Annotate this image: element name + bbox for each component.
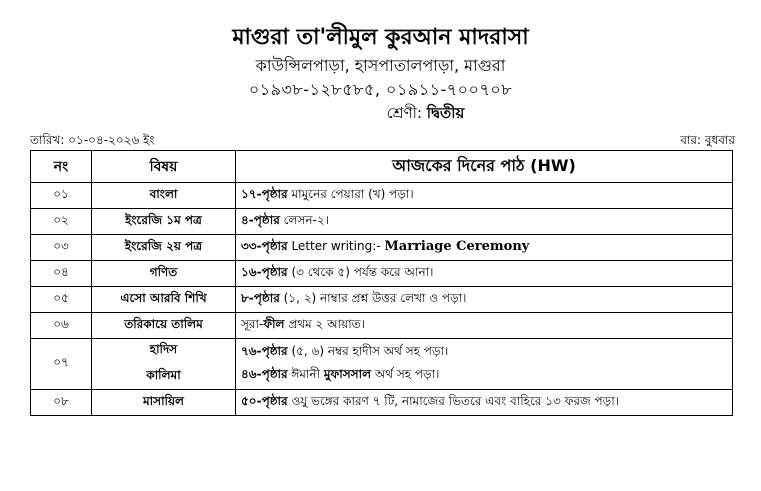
header-number: নং — [31, 151, 92, 183]
lesson-page-2: ৪৬-পৃষ্ঠার — [241, 366, 288, 381]
row-lesson — [236, 261, 733, 287]
lesson-page: ৫০-পৃষ্ঠার — [241, 393, 288, 408]
row-lesson — [236, 287, 733, 313]
subject-line-1: হাদিস — [149, 342, 178, 356]
lesson-text: ওযু ভঙ্গের কারণ ৭ টি, নামাজের ভিতরে এবং বাহিরে ১৩ ফরজ পড়া। — [287, 393, 620, 408]
madrasa-title: মাগুরা তা'লীমুল কুরআন মাদরাসা — [232, 25, 529, 50]
day-text: বার: বুধবার — [680, 133, 735, 147]
lesson-page: ৭৬-পৃষ্ঠার — [241, 343, 288, 358]
date-text: তারিখ: ০১-০৪-২০২৬ ইং — [30, 133, 155, 147]
row-lesson — [236, 339, 733, 390]
table-header-row — [31, 151, 733, 183]
row-subject: বাংলা — [92, 183, 236, 209]
lesson-line-2 — [241, 366, 727, 386]
date-line — [30, 132, 735, 148]
row-subject: এসো আরবি শিখি — [92, 287, 236, 313]
row-subject: তরিকায়ে তালিম — [92, 313, 236, 339]
table-row — [31, 339, 733, 390]
row-lesson — [236, 235, 733, 261]
row-number: ০৩ — [31, 235, 92, 261]
row-number: ০৬ — [31, 313, 92, 339]
row-lesson — [236, 209, 733, 235]
row-lesson — [236, 183, 733, 209]
row-subject: ইংরেজি ২য় পত্র — [92, 235, 236, 261]
table-row — [31, 287, 733, 313]
row-number: ০৫ — [31, 287, 92, 313]
lesson-page: ৩৩-পৃষ্ঠার — [241, 238, 288, 253]
class-value: দ্বিতীয় — [426, 104, 465, 122]
table-row — [31, 313, 733, 339]
lesson-text: (১, ২) নাম্বার প্রশ্ন উত্তর লেখা ও পড়া। — [279, 290, 467, 305]
table-row — [31, 390, 733, 416]
homework-table — [30, 150, 733, 416]
row-number: ০৮ — [31, 390, 92, 416]
document-header — [0, 22, 761, 124]
lesson-bold-2: মুফাসসাল — [323, 366, 372, 381]
lesson-text: প্রথম ২ আয়াত। — [284, 316, 365, 331]
lesson-text: (৩ থেকে ৫) পর্যন্ত করে আনা। — [287, 264, 434, 279]
lesson-text: লেসন-২। — [279, 212, 329, 227]
lesson-text: মামুনের পেয়ারা (খ) পড়া। — [287, 186, 414, 201]
lesson-text: (৫, ৬) নম্বর হাদীস অর্থ সহ পড়া। — [287, 343, 449, 358]
row-subject — [92, 339, 236, 390]
lesson-page: ১৬-পৃষ্ঠার — [241, 264, 288, 279]
row-number: ০২ — [31, 209, 92, 235]
row-subject: গণিত — [92, 261, 236, 287]
subject-line-2: কালিমা — [146, 368, 181, 382]
table-row — [31, 261, 733, 287]
row-number: ০১ — [31, 183, 92, 209]
table-row — [31, 183, 733, 209]
row-lesson — [236, 390, 733, 416]
lesson-text-2: অর্থ সহ পড়া। — [371, 366, 440, 381]
header-subject: বিষয় — [92, 151, 236, 183]
lesson-page: ৪-পৃষ্ঠার — [241, 212, 280, 227]
lesson-page: ১৭-পৃষ্ঠার — [241, 186, 288, 201]
lesson-text-pre: সূরা- — [241, 316, 264, 331]
lesson-page: ৮-পৃষ্ঠার — [241, 290, 280, 305]
madrasa-phones: ০১৯৩৮-১২৮৫৮৫, ০১৯১১-৭০০৭০৮ — [248, 80, 513, 99]
row-subject: মাসায়িল — [92, 390, 236, 416]
lesson-bold-tail: Marriage Ceremony — [384, 238, 530, 254]
row-number: ০৭ — [31, 339, 92, 390]
class-line — [90, 102, 761, 124]
lesson-text-2-pre: ঈমানী — [287, 366, 324, 381]
class-label: শ্রেণী: — [386, 104, 423, 122]
lesson-bold: ফীল — [263, 316, 285, 331]
table-row — [31, 209, 733, 235]
row-number: ০৪ — [31, 261, 92, 287]
lesson-text: Letter writing:- — [287, 238, 385, 253]
row-lesson — [236, 313, 733, 339]
table-row — [31, 235, 733, 261]
header-lesson: আজকের দিনের পাঠ (HW) — [236, 151, 733, 183]
row-subject: ইংরেজি ১ম পত্র — [92, 209, 236, 235]
madrasa-address: কাউন্সিলপাড়া, হাসপাতালপাড়া, মাগুরা — [255, 56, 506, 75]
